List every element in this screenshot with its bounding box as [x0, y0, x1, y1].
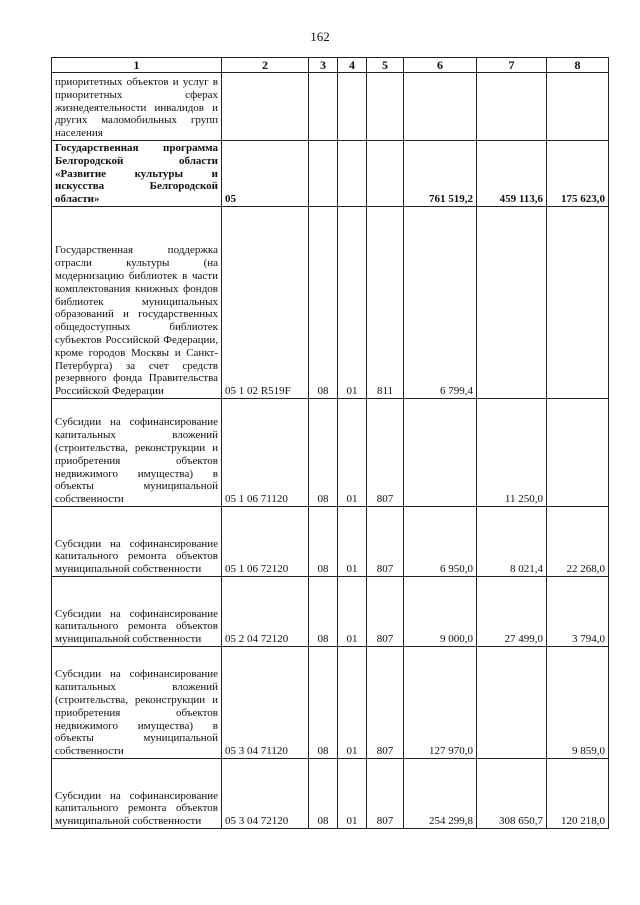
row-expense-type: 807 [367, 399, 404, 507]
header-col-1: 1 [52, 58, 222, 73]
row-value-6: 6 950,0 [404, 507, 477, 577]
header-col-7: 7 [477, 58, 547, 73]
row-value-6: 254 299,8 [404, 759, 477, 829]
row-subsection: 01 [338, 759, 367, 829]
row-value-8: 3 794,0 [547, 577, 609, 647]
row-subsection: 01 [338, 399, 367, 507]
row-name: приоритетных объектов и услуг в приоритетных сферах жизнедеятельности инвалидов и других маломобильных групп населения [52, 73, 222, 141]
row-subsection [338, 141, 367, 207]
row-value-7 [477, 207, 547, 399]
row-value-6 [404, 73, 477, 141]
header-col-5: 5 [367, 58, 404, 73]
row-code: 05 1 06 71120 [222, 399, 309, 507]
table-row [52, 507, 609, 577]
row-value-8 [547, 399, 609, 507]
row-expense-type: 807 [367, 507, 404, 577]
row-subsection [338, 73, 367, 141]
row-code: 05 3 04 71120 [222, 647, 309, 759]
table-row [52, 399, 609, 507]
row-code: 05 1 06 72120 [222, 507, 309, 577]
header-col-8: 8 [547, 58, 609, 73]
row-expense-type: 807 [367, 759, 404, 829]
row-section: 08 [309, 577, 338, 647]
header-col-4: 4 [338, 58, 367, 73]
row-value-7: 27 499,0 [477, 577, 547, 647]
row-value-8 [547, 73, 609, 141]
row-name: Государственная поддержка отрасли культуры (на модернизацию библиотек в части комплектования книжных фондов библиотек муниципальных образований и государственных общедоступных библиотек субъектов Российской Федерации, кроме городов Москвы и Санкт-Петербурга) за счет средств резервного фонда Правительства Российской Федерации [52, 207, 222, 399]
row-name: Субсидии на софинансирование капитального ремонта объектов муниципальной собственности [52, 507, 222, 577]
row-subsection: 01 [338, 507, 367, 577]
row-name: Субсидии на софинансирование капитальных вложений (строительства, реконструкции и приобретения объектов недвижимого имущества) в объекты муниципальной собственности [52, 399, 222, 507]
row-code: 05 [222, 141, 309, 207]
row-code: 05 2 04 72120 [222, 577, 309, 647]
table-row [52, 73, 609, 141]
row-value-7: 8 021,4 [477, 507, 547, 577]
row-value-7 [477, 73, 547, 141]
row-name: Субсидии на софинансирование капитального ремонта объектов муниципальной собственности [52, 577, 222, 647]
row-value-6: 9 000,0 [404, 577, 477, 647]
row-section: 08 [309, 207, 338, 399]
row-expense-type: 811 [367, 207, 404, 399]
row-section: 08 [309, 647, 338, 759]
row-subsection: 01 [338, 207, 367, 399]
page-number: 162 [310, 29, 330, 44]
row-expense-type [367, 141, 404, 207]
row-value-6: 761 519,2 [404, 141, 477, 207]
row-value-7: 308 650,7 [477, 759, 547, 829]
table-row [52, 207, 609, 399]
row-section: 08 [309, 399, 338, 507]
row-name: Субсидии на софинансирование капитального ремонта объектов муниципальной собственности [52, 759, 222, 829]
row-value-8: 9 859,0 [547, 647, 609, 759]
table-row [52, 577, 609, 647]
row-code: 05 3 04 72120 [222, 759, 309, 829]
row-value-8: 120 218,0 [547, 759, 609, 829]
row-code: 05 1 02 R519F [222, 207, 309, 399]
header-col-6: 6 [404, 58, 477, 73]
row-expense-type [367, 73, 404, 141]
row-section: 08 [309, 507, 338, 577]
row-value-7 [477, 647, 547, 759]
table-row-program [52, 141, 609, 207]
row-expense-type: 807 [367, 647, 404, 759]
row-subsection: 01 [338, 577, 367, 647]
row-value-8: 175 623,0 [547, 141, 609, 207]
header-col-3: 3 [309, 58, 338, 73]
row-value-8: 22 268,0 [547, 507, 609, 577]
row-expense-type: 807 [367, 577, 404, 647]
row-value-6: 6 799,4 [404, 207, 477, 399]
row-value-6 [404, 399, 477, 507]
row-name: Государственная программа Белгородской области «Развитие культуры и искусства Белгородской области» [52, 141, 222, 207]
row-subsection: 01 [338, 647, 367, 759]
row-value-7: 11 250,0 [477, 399, 547, 507]
row-value-7: 459 113,6 [477, 141, 547, 207]
budget-table [51, 57, 609, 829]
row-section [309, 141, 338, 207]
row-section: 08 [309, 759, 338, 829]
table-row [52, 759, 609, 829]
table-row [52, 647, 609, 759]
row-value-8 [547, 207, 609, 399]
row-section [309, 73, 338, 141]
header-row [52, 58, 609, 73]
row-value-6: 127 970,0 [404, 647, 477, 759]
row-code [222, 73, 309, 141]
header-col-2: 2 [222, 58, 309, 73]
row-name: Субсидии на софинансирование капитальных вложений (строительства, реконструкции и приобретения объектов недвижимого имущества) в объекты муниципальной собственности [52, 647, 222, 759]
